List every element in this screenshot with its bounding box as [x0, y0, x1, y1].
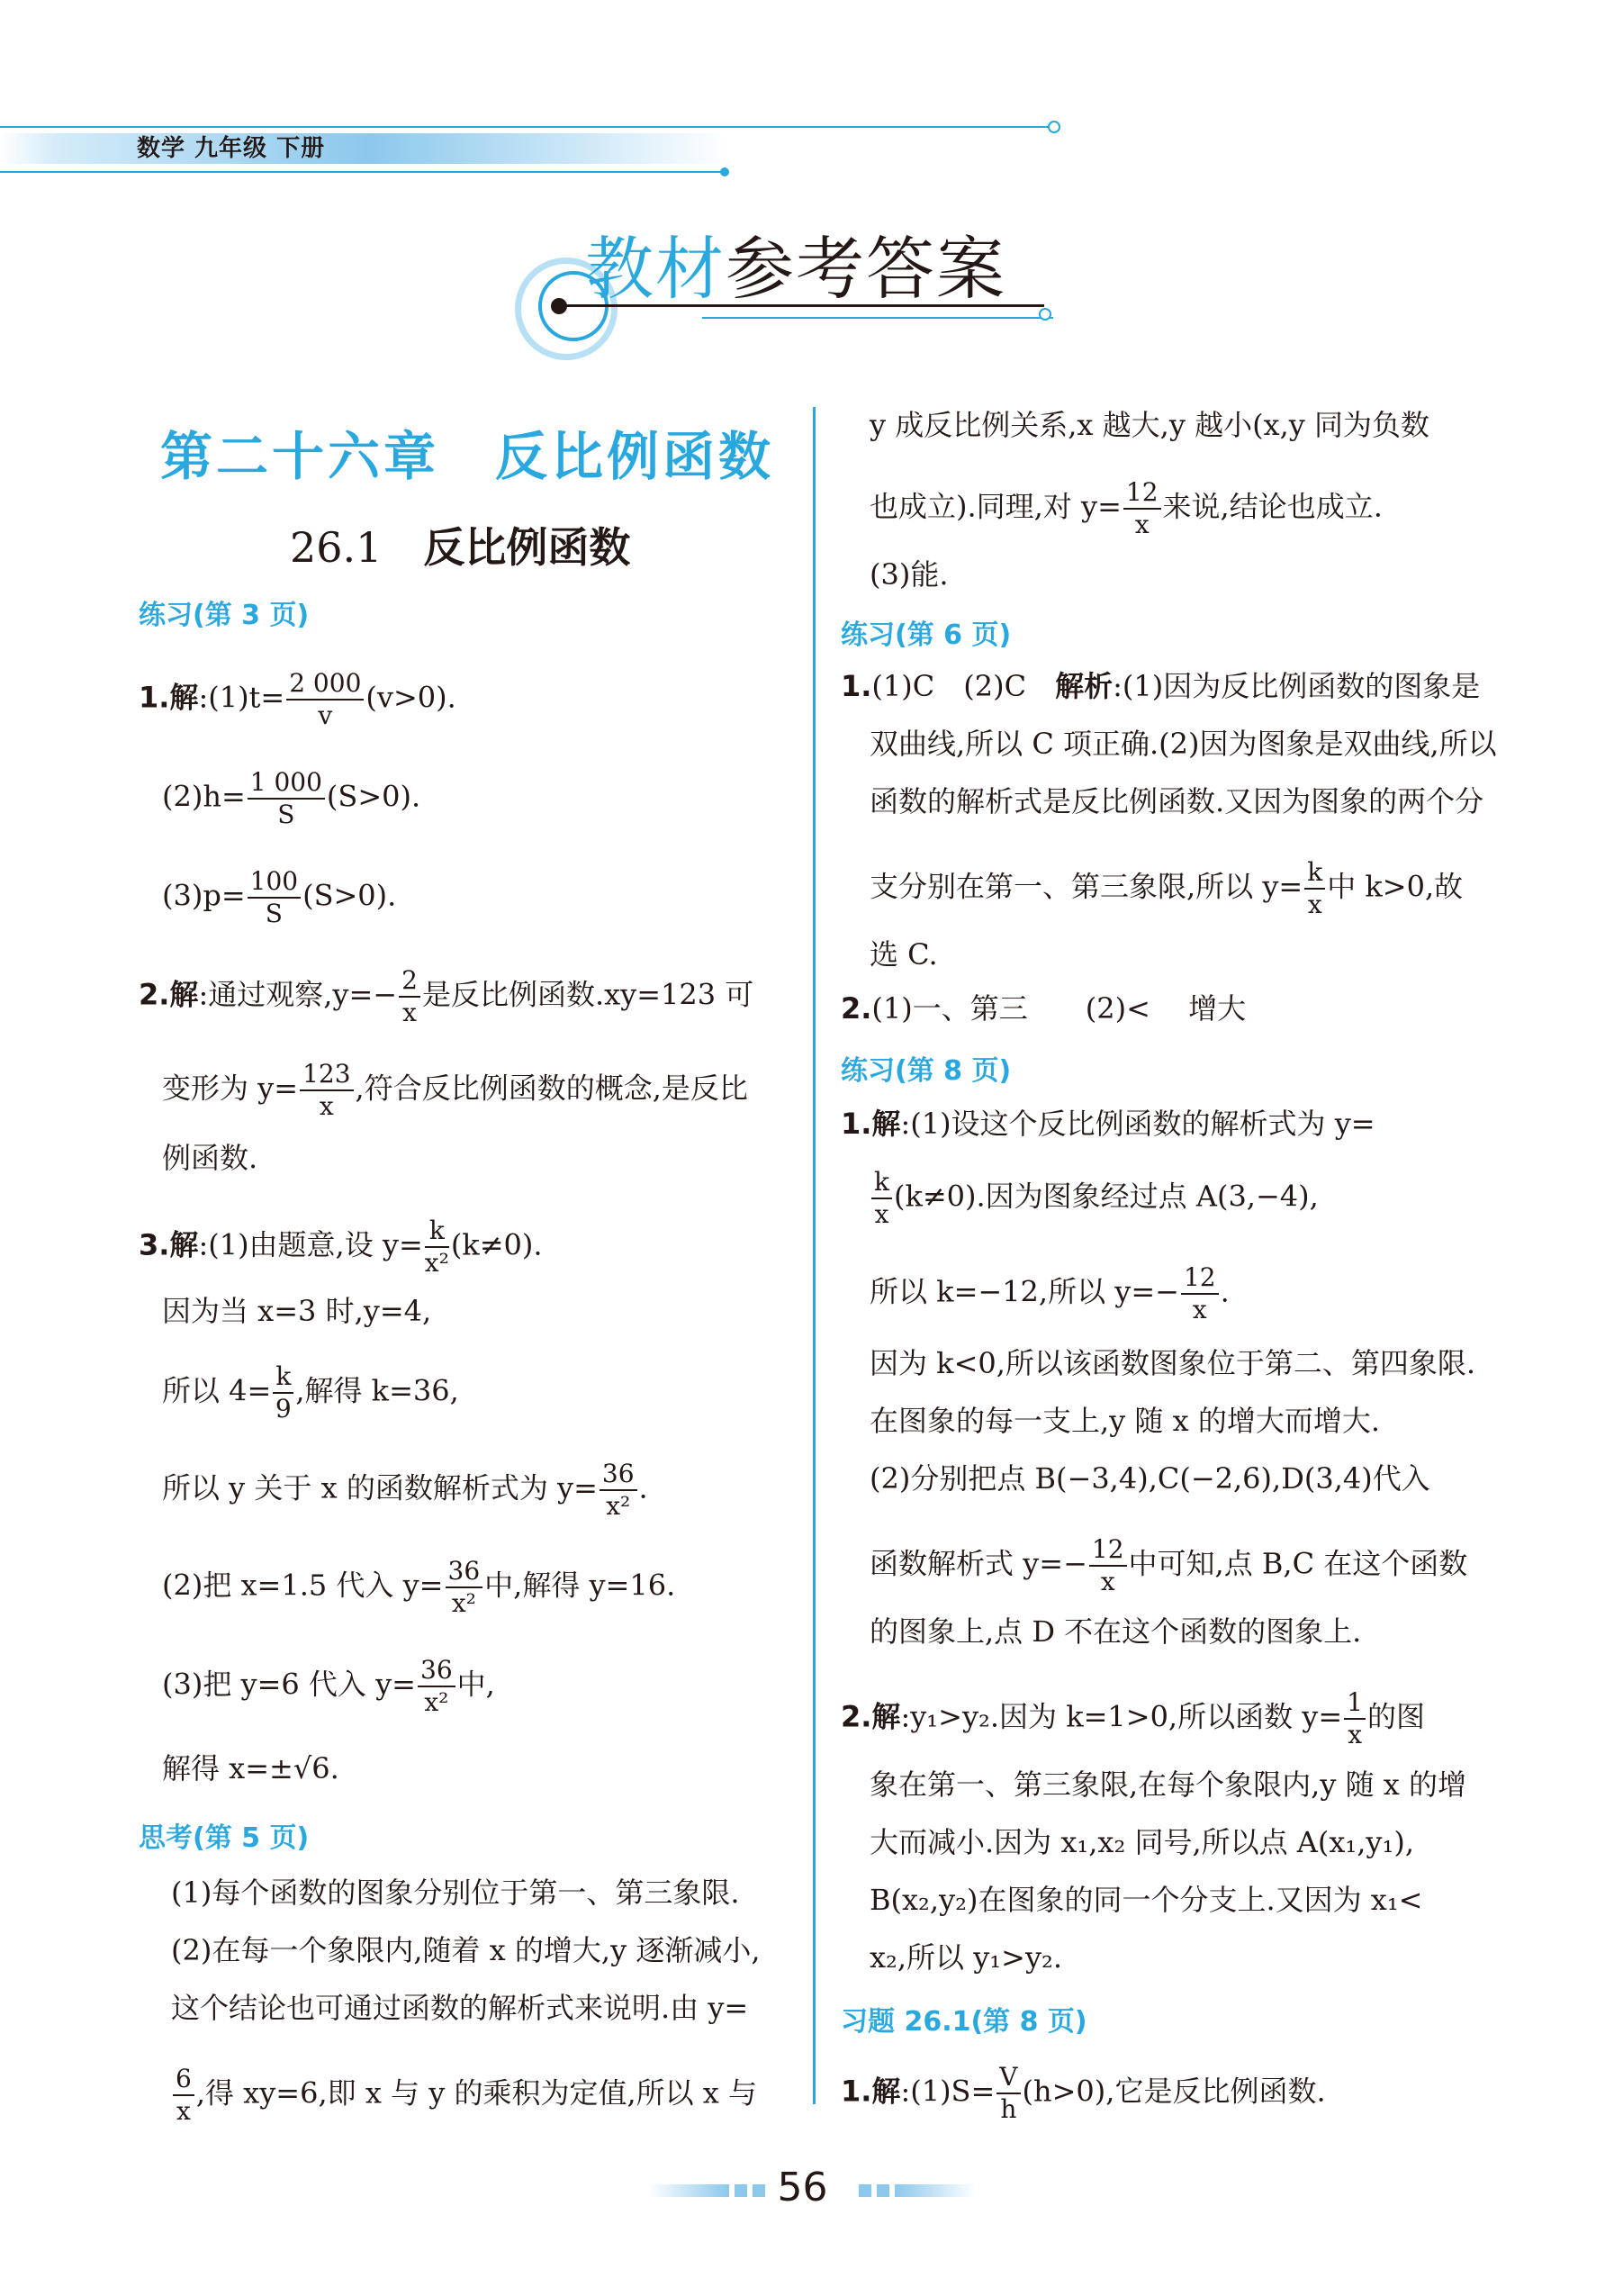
fraction — [425, 1216, 449, 1279]
frac-den: x — [1348, 1720, 1362, 1749]
text: 的图 — [1367, 1699, 1426, 1734]
text: 中可知,点 B,C 在这个函数 — [1128, 1546, 1468, 1581]
text: :(1)设这个反比例函数的解析式为 y= — [900, 1107, 1375, 1141]
p6-line2: 双曲线,所以 C 项正确.(2)因为图象是双曲线,所以 — [870, 727, 1497, 761]
text: (2)把 x=1.5 代入 y= — [162, 1568, 444, 1603]
text: (1)C (2)C — [871, 669, 1056, 703]
p6-line5: 选 C. — [870, 937, 938, 972]
frac-num: k — [273, 1361, 293, 1394]
frac-num: k — [1304, 857, 1325, 890]
header-subject: 数学 九年级 下册 — [137, 135, 326, 162]
frac-den: x — [1307, 890, 1322, 919]
text: (3)把 y=6 代入 y= — [162, 1667, 416, 1702]
text: :(1)由题意,设 y= — [198, 1227, 423, 1262]
header-band-right — [369, 133, 729, 164]
text: 支分别在第一、第三象限,所以 y= — [870, 869, 1303, 904]
header-rule-end-dot — [1048, 121, 1060, 133]
text: 中 k>0,故 — [1327, 869, 1464, 904]
section-number: 26.1 — [290, 523, 383, 572]
right-line1: y 成反比例关系,x 越大,y 越小(x,y 同为负数 — [870, 408, 1430, 442]
fraction — [173, 2064, 194, 2127]
section-name: 反比例函数 — [423, 523, 631, 572]
fraction — [600, 1459, 637, 1522]
frac-den: x — [874, 1199, 889, 1229]
text: 中, — [456, 1667, 495, 1702]
frac-num: 1 000 — [248, 767, 325, 800]
frac-num: 12 — [1089, 1534, 1127, 1567]
left-q3-line3 — [162, 1361, 459, 1424]
p8-line5: 在图象的每一支上,y 随 x 的增大而增大. — [870, 1404, 1380, 1438]
text: (S>0). — [326, 779, 421, 814]
subheading-exercise-p3: 练习(第 3 页) — [139, 600, 310, 631]
q3-label: 3.解 — [139, 1227, 199, 1262]
left-think-line3: 这个结论也可通过函数的解析式来说明.由 y= — [171, 1991, 749, 2025]
frac-num: 100 — [248, 866, 301, 899]
frac-num: 123 — [300, 1059, 353, 1091]
frac-den: x — [176, 2096, 191, 2126]
text: (2)h= — [162, 779, 246, 814]
frac-den: x² — [424, 1687, 449, 1717]
subheading-think-p5: 思考(第 5 页) — [139, 1822, 310, 1854]
column-divider — [813, 407, 816, 2104]
text: :y₁>y₂.因为 k=1>0,所以函数 y= — [900, 1699, 1343, 1734]
ex-q1-line1 — [841, 2062, 1326, 2125]
fraction — [1304, 857, 1325, 920]
q2-label: 2.解 — [139, 977, 199, 1012]
p6-q2 — [841, 990, 1246, 1026]
frac-den: h — [1000, 2094, 1017, 2124]
p8-line7 — [870, 1534, 1467, 1597]
text: (k≠0).因为图象经过点 A(3,−4), — [893, 1179, 1319, 1214]
p8-q2-line5: x₂,所以 y₁>y₂. — [870, 1940, 1063, 1975]
fraction — [1123, 477, 1161, 540]
text: 是反比例函数.xy=123 可 — [421, 977, 754, 1012]
p8-line8: 的图象上,点 D 不在这个函数的图象上. — [870, 1614, 1362, 1649]
text: 函数解析式 y=− — [870, 1546, 1087, 1581]
frac-den: x — [1134, 510, 1150, 539]
left-q2-line1 — [139, 965, 753, 1028]
left-think-line4 — [171, 2064, 757, 2127]
left-q2-line2 — [162, 1059, 748, 1122]
analysis-label: 解析 — [1055, 669, 1114, 703]
frac-num: 6 — [173, 2064, 194, 2096]
page-number: 56 — [777, 2165, 828, 2210]
fraction — [1089, 1534, 1127, 1597]
frac-den: x² — [451, 1588, 476, 1618]
fraction — [446, 1556, 483, 1619]
left-think-line2: (2)在每一个象限内,随着 x 的增大,y 逐渐减小, — [171, 1933, 761, 1967]
header-rule-bottom-dot — [720, 167, 729, 176]
banner-underline-accent — [702, 317, 1053, 319]
text: 所以 4= — [162, 1373, 272, 1408]
p8-line3 — [870, 1262, 1230, 1325]
text: (v>0). — [365, 680, 456, 715]
fraction — [300, 1059, 353, 1122]
text: 来说,结论也成立. — [1162, 489, 1383, 524]
frac-num: 2 — [399, 965, 420, 998]
frac-num: k — [425, 1216, 449, 1248]
frac-num: 2 000 — [286, 668, 364, 701]
left-q3-line1 — [139, 1216, 543, 1279]
frac-num: 12 — [1181, 1262, 1219, 1295]
banner-line-end-dot — [1039, 308, 1051, 321]
text: 变形为 y= — [162, 1071, 299, 1106]
p6-q1-label: 1. — [841, 669, 872, 703]
frac-den: x² — [424, 1248, 449, 1278]
p6-q2-label: 2. — [841, 991, 872, 1026]
fraction — [1181, 1262, 1219, 1325]
fraction — [871, 1167, 892, 1230]
p8-line4: 因为 k<0,所以该函数图象位于第二、第四象限. — [870, 1346, 1476, 1380]
subheading-exercise-p8: 练习(第 8 页) — [841, 1055, 1012, 1087]
text: (1)一、第三 (2)< 增大 — [871, 991, 1247, 1026]
banner-dot — [551, 298, 567, 314]
fraction — [996, 2062, 1020, 2125]
frac-num: V — [996, 2062, 1020, 2094]
frac-num: 36 — [600, 1459, 637, 1491]
left-q3-line5 — [162, 1556, 675, 1619]
left-q2-line3: 例函数. — [162, 1141, 258, 1175]
fraction — [418, 1655, 455, 1718]
subheading-exercise-p6: 练习(第 6 页) — [841, 619, 1012, 651]
left-q1-line3 — [162, 866, 396, 929]
p8-line2 — [870, 1167, 1319, 1230]
text: ,符合反比例函数的概念,是反比 — [355, 1071, 748, 1106]
p8-q1-label: 1.解 — [841, 1107, 901, 1141]
p8-q2-label: 2.解 — [841, 1699, 901, 1734]
frac-den: x² — [606, 1491, 631, 1521]
text: . — [638, 1470, 648, 1505]
frac-num: 36 — [446, 1556, 483, 1588]
header-rule-top — [0, 126, 1053, 128]
fraction — [1344, 1687, 1366, 1750]
left-q3-line6 — [162, 1655, 495, 1718]
text: (S>0). — [302, 878, 397, 913]
frac-den: v — [318, 701, 333, 730]
fraction — [399, 965, 420, 1028]
text: 所以 k=−12,所以 y=− — [870, 1274, 1179, 1309]
frac-den: S — [277, 800, 295, 829]
right-line2 — [870, 477, 1383, 540]
frac-den: S — [265, 899, 283, 928]
banner-title-part2: 参考答案 — [726, 229, 1006, 309]
p8-q2-line2: 象在第一、第三象限,在每个象限内,y 随 x 的增 — [870, 1767, 1466, 1802]
text: 中,解得 y=16. — [484, 1568, 676, 1603]
fraction — [286, 668, 364, 731]
text: 也成立).同理,对 y= — [870, 489, 1122, 524]
p6-line4 — [870, 857, 1463, 920]
text: :(1)t= — [198, 680, 285, 715]
frac-den: x — [402, 998, 417, 1027]
left-q3-line2: 因为当 x=3 时,y=4, — [162, 1294, 432, 1328]
text: :通过观察,y=− — [198, 977, 398, 1012]
frac-num: 36 — [418, 1655, 455, 1687]
frac-den: x — [1192, 1295, 1207, 1324]
p8-line6: (2)分别把点 B(−3,4),C(−2,6),D(3,4)代入 — [870, 1461, 1430, 1496]
text: (3)p= — [162, 878, 246, 913]
subheading-exercises-26-1: 习题 26.1(第 8 页) — [841, 2006, 1087, 2038]
fraction — [248, 866, 301, 929]
text: (h>0),它是反比例函数. — [1022, 2074, 1326, 2109]
text: ,解得 k=36, — [295, 1373, 459, 1408]
p8-q2-line4: B(x₂,y₂)在图象的同一个分支上.又因为 x₁< — [870, 1883, 1423, 1917]
ex-q1-label: 1.解 — [841, 2074, 901, 2109]
left-q1-line1 — [139, 668, 456, 731]
p6-line1 — [841, 668, 1480, 704]
p8-q2-line1 — [841, 1687, 1425, 1750]
header-rule-bottom — [0, 171, 727, 173]
text: . — [1220, 1274, 1230, 1309]
right-line3: (3)能. — [870, 557, 949, 592]
left-think-line1: (1)每个函数的图象分别位于第一、第三象限. — [171, 1876, 740, 1910]
frac-num: 1 — [1344, 1687, 1366, 1720]
p6-line3: 函数的解析式是反比例函数.又因为图象的两个分 — [870, 784, 1484, 818]
chapter-title: 第二十六章 反比例函数 — [160, 426, 775, 487]
frac-num: 12 — [1123, 477, 1161, 510]
text: (k≠0). — [450, 1227, 543, 1262]
frac-den: x — [1100, 1567, 1115, 1596]
text: 所以 y 关于 x 的函数解析式为 y= — [162, 1470, 598, 1505]
left-q3-line7: 解得 x=±√6. — [162, 1751, 339, 1785]
text: :(1)S= — [900, 2074, 996, 2109]
q1-label: 1.解 — [139, 680, 199, 715]
left-q1-line2 — [162, 767, 420, 830]
text: :(1)因为反比例函数的图象是 — [1113, 669, 1481, 703]
frac-den: x — [319, 1091, 334, 1121]
fraction — [248, 767, 325, 830]
fraction — [273, 1361, 293, 1424]
p8-q2-line3: 大而减小.因为 x₁,x₂ 同号,所以点 A(x₁,y₁), — [870, 1825, 1414, 1859]
section-title — [290, 515, 630, 574]
frac-num: k — [871, 1167, 892, 1199]
frac-den: 9 — [275, 1394, 292, 1424]
text: ,得 xy=6,即 x 与 y 的乘积为定值,所以 x 与 — [195, 2075, 758, 2111]
banner-title-part1: 教材 — [585, 229, 726, 309]
banner-title — [585, 214, 1006, 312]
p8-line1 — [841, 1106, 1375, 1142]
left-q3-line4 — [162, 1459, 648, 1522]
